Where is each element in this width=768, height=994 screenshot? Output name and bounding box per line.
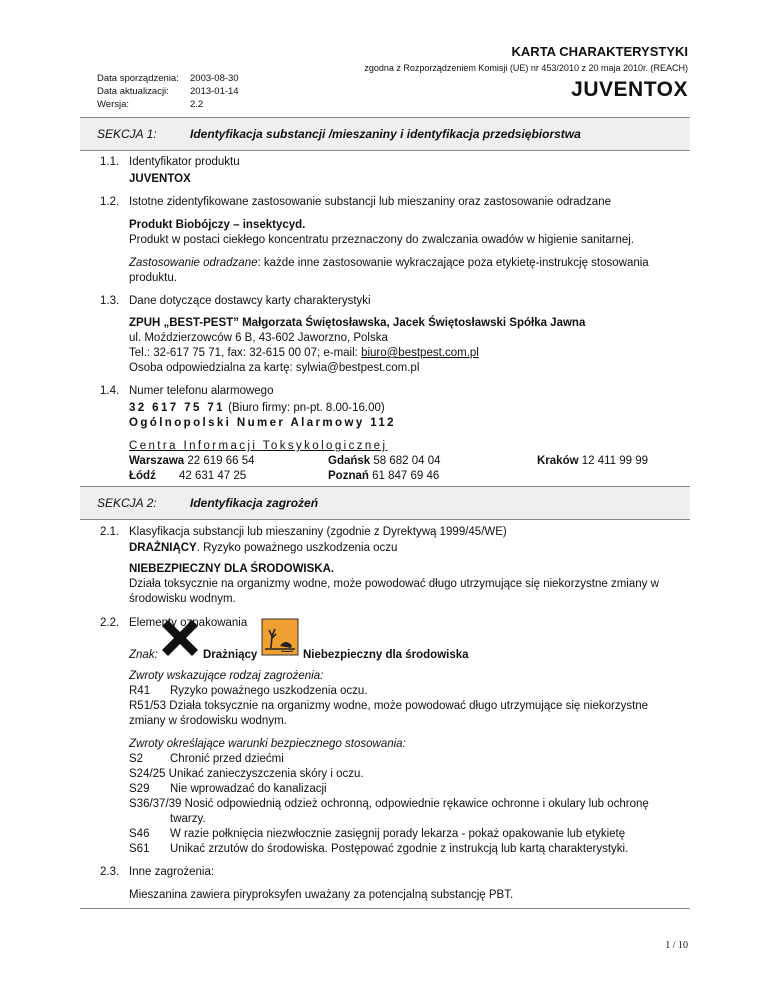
meta-label-created: Data sporządzenia: xyxy=(97,73,179,84)
biocide-label: Produkt Biobójczy – insektycyd. xyxy=(129,219,306,231)
s29-code: S29 xyxy=(129,783,150,795)
center-city: Warszawa xyxy=(129,455,185,467)
env-danger-text: Działa toksycznie na organizmy wodne, może powodować długo utrzymujące się niekorzystne zmiany w xyxy=(129,578,659,590)
section-1-title: Identyfikacja substancji /mieszaniny i identyfikacja przedsiębiorstwa xyxy=(190,127,581,141)
document-title: KARTA CHARAKTERYSTYKI xyxy=(511,44,688,59)
national-emergency-number: Ogólnopolski Numer Alarmowy 112 xyxy=(129,417,396,429)
s363739-code: S36/37/39 xyxy=(129,798,182,810)
bottom-divider xyxy=(80,908,690,909)
s2425-line xyxy=(129,767,364,782)
center-city: Kraków xyxy=(537,455,579,467)
emergency-phone xyxy=(129,401,385,416)
product-description: Produkt w postaci ciekłego koncentratu przeznaczony do zwalczania owadów w higienie sanitarnej. xyxy=(129,234,635,246)
supplier-tel: Tel.: 32-617 75 71, fax: 32-615 00 07; e-mail: xyxy=(129,347,362,359)
classification-irritant xyxy=(129,541,397,556)
subsection-1-3-number: 1.3. xyxy=(100,295,120,307)
center-phone: 58 682 04 04 xyxy=(373,455,441,467)
office-hours: (Biuro firmy: pn-pt. 8.00-16.00) xyxy=(224,402,385,414)
center-city: Łódź xyxy=(129,470,156,482)
center-phone: 42 631 47 25 xyxy=(179,470,247,482)
discouraged-use-text-2: produktu. xyxy=(129,272,177,284)
subsection-2-3-title: Inne zagrożenia: xyxy=(129,866,215,878)
s46-text: W razie połknięcia niezwłocznie zasięgnij porady lekarza - pokaż opakowanie lub etykietę xyxy=(170,828,626,840)
center-gdansk xyxy=(328,454,441,469)
subsection-2-2-title: Elementy oznakowania xyxy=(129,617,248,629)
section-2-number: SEKCJA 2: xyxy=(97,496,157,510)
subsection-1-4-title: Numer telefonu alarmowego xyxy=(129,385,274,397)
emergency-phone-number: 32 617 75 71 xyxy=(129,402,225,414)
sign-environment-label: Niebezpieczny dla środowiska xyxy=(303,649,469,661)
s61-code: S61 xyxy=(129,843,150,855)
section-1-number: SEKCJA 1: xyxy=(97,127,157,141)
subsection-2-2-number: 2.2. xyxy=(100,617,120,629)
supplier-address: ul. Moździerzowców 6 B, 43-602 Jaworzno, Polska xyxy=(129,332,388,344)
meta-value-version: 2.2 xyxy=(190,99,204,110)
s2-code: S2 xyxy=(129,753,144,765)
irritant-text: . Ryzyko poważnego uszkodzenia oczu xyxy=(196,542,398,554)
meta-label-updated: Data aktualizacji: xyxy=(97,86,169,97)
meta-labels xyxy=(97,72,179,111)
env-danger-text-2: środowisku wodnym. xyxy=(129,593,236,605)
sign-label: Znak: xyxy=(129,649,158,661)
discouraged-use xyxy=(129,256,649,271)
meta-value-created: 2003-08-30 xyxy=(190,73,239,84)
subsection-1-1-title: Identyfikator produktu xyxy=(129,156,240,168)
center-phone: 22 619 66 54 xyxy=(187,455,255,467)
irritant-cross-icon xyxy=(160,618,200,658)
s-phrases-heading: Zwroty określające warunki bezpiecznego stosowania: xyxy=(129,738,406,750)
center-poznan xyxy=(328,469,439,484)
supplier-email-link[interactable]: biuro@bestpest.com.pl xyxy=(361,347,479,359)
document-subtitle: zgodna z Rozporządzeniem Komisji (UE) nr 453/2010 z 20 maja 2010r. (REACH) xyxy=(364,63,688,73)
meta-label-version: Wersja: xyxy=(97,99,130,110)
s363739-text: Nosić odpowiednią odzież ochronną, odpowiednie rękawice ochronne i okulary lub ochronę xyxy=(184,798,649,810)
subsection-2-3-number: 2.3. xyxy=(100,866,120,878)
s363739-line xyxy=(129,797,649,812)
r41-text: Ryzyko poważnego uszkodzenia oczu. xyxy=(170,685,368,697)
meta-value-updated: 2013-01-14 xyxy=(190,86,239,97)
subsection-1-4-number: 1.4. xyxy=(100,385,120,397)
subsection-1-2-number: 1.2. xyxy=(100,196,120,208)
center-city: Poznań xyxy=(328,470,369,482)
center-phone: 12 411 99 99 xyxy=(581,455,649,467)
discouraged-use-text: : każde inne zastosowanie wykraczające poza etykietę-instrukcję stosowania xyxy=(257,257,649,269)
sign-irritant-label: Drażniący xyxy=(203,649,258,661)
r5153-line xyxy=(129,699,648,714)
r41-code: R41 xyxy=(129,685,151,697)
product-identifier: JUVENTOX xyxy=(129,173,191,185)
section-1-header xyxy=(80,117,690,151)
supplier-contact xyxy=(129,346,479,361)
r5153-text-2: zmiany w środowisku wodnym. xyxy=(129,715,287,727)
s363739-text-2: twarzy. xyxy=(170,813,206,825)
environment-hazard-icon xyxy=(261,618,299,656)
subsection-1-3-title: Dane dotyczące dostawcy karty charakterystyki xyxy=(129,295,371,307)
subsection-2-1-number: 2.1. xyxy=(100,526,120,538)
center-krakow xyxy=(537,454,648,469)
discouraged-use-label: Zastosowanie odradzane xyxy=(129,257,258,269)
meta-values xyxy=(190,72,239,111)
s29-text: Nie wprowadzać do kanalizacji xyxy=(170,783,327,795)
env-danger-label: NIEBEZPIECZNY DLA ŚRODOWISKA. xyxy=(129,563,335,575)
product-name: JUVENTOX xyxy=(571,78,688,101)
s46-code: S46 xyxy=(129,828,150,840)
s2-text: Chronić przed dziećmi xyxy=(170,753,284,765)
subsection-2-1-title: Klasyfikacja substancji lub mieszaniny (zgodnie z Dyrektywą 1999/45/WE) xyxy=(129,526,507,538)
r5153-code: R51/53 xyxy=(129,700,167,712)
s2425-code: S24/25 xyxy=(129,768,166,780)
center-phone: 61 847 69 46 xyxy=(372,470,440,482)
s2425-text: Unikać zanieczyszczenia skóry i oczu. xyxy=(168,768,364,780)
center-warszawa xyxy=(129,454,255,469)
toxicology-centers-heading: Centra Informacji Toksykologicznej xyxy=(129,440,388,452)
center-lodz xyxy=(129,469,246,484)
subsection-1-1-number: 1.1. xyxy=(100,156,120,168)
subsection-1-2-title: Istotne zidentyfikowane zastosowanie substancji lub mieszaniny oraz zastosowanie odradzane xyxy=(129,196,611,208)
other-hazards-text: Mieszanina zawiera piryproksyfen uważany za potencjalną substancję PBT. xyxy=(129,889,514,901)
center-city: Gdańsk xyxy=(328,455,371,467)
responsible-person: Osoba odpowiedzialna za kartę: sylwia@bestpest.com.pl xyxy=(129,362,420,374)
supplier-company: ZPUH „BEST-PEST” Małgorzata Świętosławska, Jacek Świętosławski Spółka Jawna xyxy=(129,317,586,329)
s61-text: Unikać zrzutów do środowiska. Postępować zgodnie z instrukcją lub kartą charakterystyki. xyxy=(170,843,629,855)
irritant-label: DRAŻNIĄCY xyxy=(129,542,197,554)
section-2-title: Identyfikacja zagrożeń xyxy=(190,496,319,510)
page-number: 1 / 10 xyxy=(665,940,688,951)
r5153-text: Działa toksycznie na organizmy wodne, może powodować długo utrzymujące się niekorzystne xyxy=(169,700,649,712)
section-2-header xyxy=(80,486,690,520)
r-phrases-heading: Zwroty wskazujące rodzaj zagrożenia: xyxy=(129,670,324,682)
